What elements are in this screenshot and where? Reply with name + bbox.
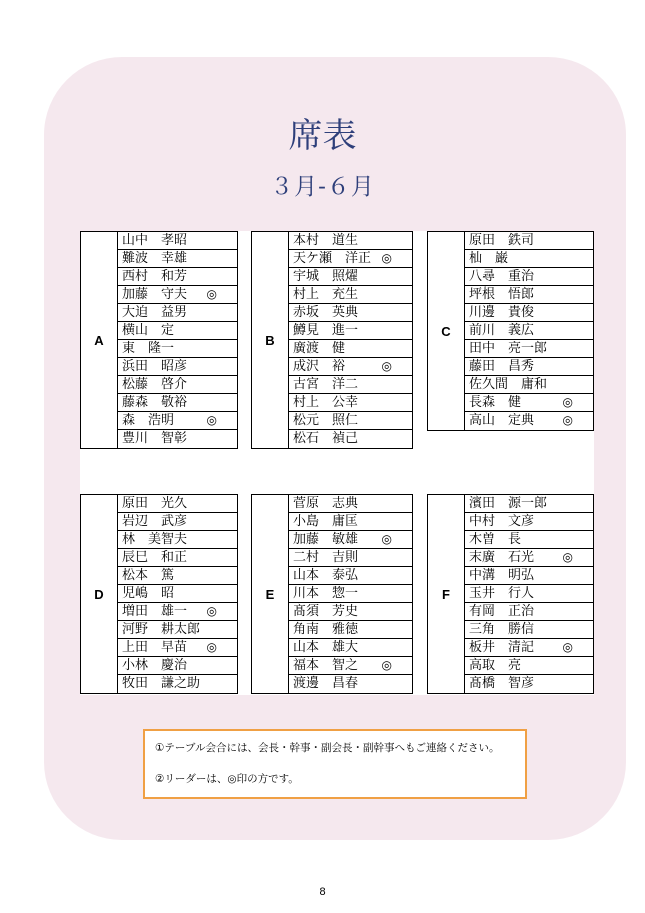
member-name: 難波 幸雄 [122, 251, 188, 266]
member-name: 渡邊 昌春 [293, 676, 359, 691]
table-c [427, 231, 594, 431]
member-name: 有岡 正治 [469, 604, 535, 619]
member-name: 松本 篤 [122, 568, 175, 583]
member-row [118, 322, 237, 340]
member-name: 原田 光久 [122, 496, 188, 511]
member-list [464, 232, 594, 430]
member-name: 豊川 智彰 [122, 431, 188, 446]
member-row [118, 513, 237, 531]
member-name: 辰巳 和正 [122, 550, 188, 565]
table-label: F [442, 586, 450, 602]
leader-mark: ◎ [562, 395, 573, 409]
member-name: 川邊 貴俊 [469, 305, 535, 320]
member-name: 髙須 芳史 [293, 604, 359, 619]
leader-mark: ◎ [381, 359, 392, 373]
member-row [289, 376, 412, 394]
member-row [289, 585, 412, 603]
member-name: 佐久間 庸和 [469, 377, 548, 392]
member-row [465, 495, 593, 513]
member-name: 玉井 行人 [469, 586, 535, 601]
member-name: 末廣 石光 [469, 550, 535, 565]
member-name: 鱒見 進一 [293, 323, 359, 338]
member-name: 天ケ瀬 洋正 [293, 251, 372, 266]
member-row [465, 340, 593, 358]
member-row [118, 232, 237, 250]
member-row [465, 250, 593, 268]
member-name: 山本 雄大 [293, 640, 359, 655]
member-row [118, 250, 237, 268]
member-name: 中溝 明弘 [469, 568, 535, 583]
member-row [289, 250, 412, 268]
member-row [465, 603, 593, 621]
member-name: 増田 雄一 [122, 604, 188, 619]
member-name: 藤田 昌秀 [469, 359, 535, 374]
member-name: 高取 亮 [469, 658, 522, 673]
member-row [465, 322, 593, 340]
leader-mark: ◎ [562, 550, 573, 564]
member-row [289, 430, 412, 448]
member-row [118, 358, 237, 376]
member-row [465, 675, 593, 693]
member-name: 西村 和芳 [122, 269, 188, 284]
member-name: 八尋 重治 [469, 269, 535, 284]
member-name: 村上 充生 [293, 287, 359, 302]
member-list [117, 495, 238, 693]
member-name: 藤森 敬裕 [122, 395, 188, 410]
member-name: 加藤 敏雄 [293, 532, 359, 547]
member-name: 小林 慶治 [122, 658, 188, 673]
member-row [118, 639, 237, 657]
member-name: 横山 定 [122, 323, 175, 338]
member-name: 大迫 益男 [122, 305, 188, 320]
table-a [80, 231, 238, 449]
member-name: 山本 泰弘 [293, 568, 359, 583]
member-row [289, 549, 412, 567]
member-name: 河野 耕太郎 [122, 622, 201, 637]
member-row [289, 567, 412, 585]
leader-mark: ◎ [562, 640, 573, 654]
member-name: 福本 智之 [293, 658, 359, 673]
member-row [289, 675, 412, 693]
member-row [289, 358, 412, 376]
member-list [464, 495, 594, 693]
member-name: 松藤 啓介 [122, 377, 188, 392]
member-name: 中村 文彦 [469, 514, 535, 529]
member-row [465, 394, 593, 412]
member-name: 二村 吉則 [293, 550, 359, 565]
member-row [465, 531, 593, 549]
member-row [289, 322, 412, 340]
member-name: 森 浩明 [122, 413, 175, 428]
member-row [465, 304, 593, 322]
table-label: B [265, 332, 275, 348]
member-row [118, 268, 237, 286]
member-row [465, 585, 593, 603]
note-line-2: ②リーダーは、◎印の方です。 [155, 773, 299, 785]
member-row [289, 531, 412, 549]
leader-mark: ◎ [381, 532, 392, 546]
member-row [465, 376, 593, 394]
member-name: 赤坂 英典 [293, 305, 359, 320]
notes-box [143, 729, 527, 799]
member-row [289, 657, 412, 675]
note-line-1: ①テーブル会合には、会長・幹事・副会長・副幹事へもご連絡ください。 [155, 742, 500, 754]
member-row [118, 621, 237, 639]
member-row [289, 412, 412, 430]
member-name: 本村 道生 [293, 233, 359, 248]
table-label: E [265, 586, 275, 602]
member-row [289, 232, 412, 250]
member-row [465, 358, 593, 376]
member-row [465, 232, 593, 250]
member-row [289, 603, 412, 621]
table-label: D [94, 586, 104, 602]
member-row [289, 621, 412, 639]
member-name: 原田 鉄司 [469, 233, 535, 248]
member-row [118, 657, 237, 675]
member-name: 角南 雅徳 [293, 622, 359, 637]
member-name: 上田 早苗 [122, 640, 188, 655]
member-row [118, 531, 237, 549]
table-e [251, 494, 413, 694]
member-row [289, 340, 412, 358]
member-name: 坪根 悟郎 [469, 287, 535, 302]
leader-mark: ◎ [381, 251, 392, 265]
member-name: 田中 亮一郎 [469, 341, 548, 356]
member-row [118, 549, 237, 567]
member-name: 林 美智夫 [122, 532, 188, 547]
table-label: A [94, 332, 104, 348]
member-row [289, 513, 412, 531]
member-name: 三角 勝信 [469, 622, 535, 637]
member-name: 古宮 洋二 [293, 377, 359, 392]
member-name: 松石 禎己 [293, 431, 359, 446]
table-d [80, 494, 238, 694]
page-number: 8 [319, 886, 326, 898]
member-row [289, 639, 412, 657]
page-subtitle: ３月-６月 [270, 174, 375, 200]
member-row [289, 495, 412, 513]
member-name: 濱田 源一郎 [469, 496, 548, 511]
page-title: 席表 [288, 116, 357, 156]
member-row [465, 657, 593, 675]
member-row [465, 268, 593, 286]
member-row [118, 495, 237, 513]
member-row [118, 286, 237, 304]
leader-mark: ◎ [206, 287, 217, 301]
member-row [465, 549, 593, 567]
member-row [118, 412, 237, 430]
member-name: 浜田 昭彦 [122, 359, 188, 374]
member-name: 前川 義広 [469, 323, 535, 338]
member-name: 川本 惣一 [293, 586, 359, 601]
member-name: 長森 健 [469, 395, 522, 410]
member-list [117, 232, 238, 448]
member-name: 高山 定典 [469, 413, 535, 428]
member-name: 板井 清記 [469, 640, 535, 655]
member-name: 松元 照仁 [293, 413, 359, 428]
member-row [118, 567, 237, 585]
member-row [118, 376, 237, 394]
member-list [288, 495, 413, 693]
member-row [289, 304, 412, 322]
member-row [465, 513, 593, 531]
member-row [118, 675, 237, 693]
member-name: 岩辺 武彦 [122, 514, 188, 529]
member-row [465, 567, 593, 585]
member-name: 加藤 守夫 [122, 287, 188, 302]
member-row [118, 585, 237, 603]
member-row [118, 430, 237, 448]
member-name: 牧田 謙之助 [122, 676, 201, 691]
leader-mark: ◎ [206, 413, 217, 427]
member-row [118, 394, 237, 412]
member-row [289, 286, 412, 304]
member-list [288, 232, 413, 448]
member-row [118, 304, 237, 322]
member-name: 山中 孝昭 [122, 233, 188, 248]
member-row [289, 394, 412, 412]
member-name: 木曽 長 [469, 532, 522, 547]
leader-mark: ◎ [206, 640, 217, 654]
member-name: 小島 庸匡 [293, 514, 359, 529]
member-name: 髙橋 智彦 [469, 676, 535, 691]
leader-mark: ◎ [206, 604, 217, 618]
member-row [465, 639, 593, 657]
member-name: 宇城 照燿 [293, 269, 359, 284]
member-row [289, 268, 412, 286]
member-row [465, 621, 593, 639]
member-row [118, 340, 237, 358]
member-name: 村上 公幸 [293, 395, 359, 410]
leader-mark: ◎ [381, 658, 392, 672]
member-name: 東 隆一 [122, 341, 175, 356]
table-f [427, 494, 594, 694]
table-label: C [441, 323, 451, 339]
table-b [251, 231, 413, 449]
leader-mark: ◎ [562, 413, 573, 427]
member-name: 廣渡 健 [293, 341, 346, 356]
member-name: 児嶋 昭 [122, 586, 175, 601]
member-row [118, 603, 237, 621]
member-row [465, 286, 593, 304]
member-name: 菅原 志典 [293, 496, 359, 511]
member-row [465, 412, 593, 430]
member-name: 成沢 裕 [293, 359, 346, 374]
member-name: 杣 巌 [469, 251, 509, 266]
